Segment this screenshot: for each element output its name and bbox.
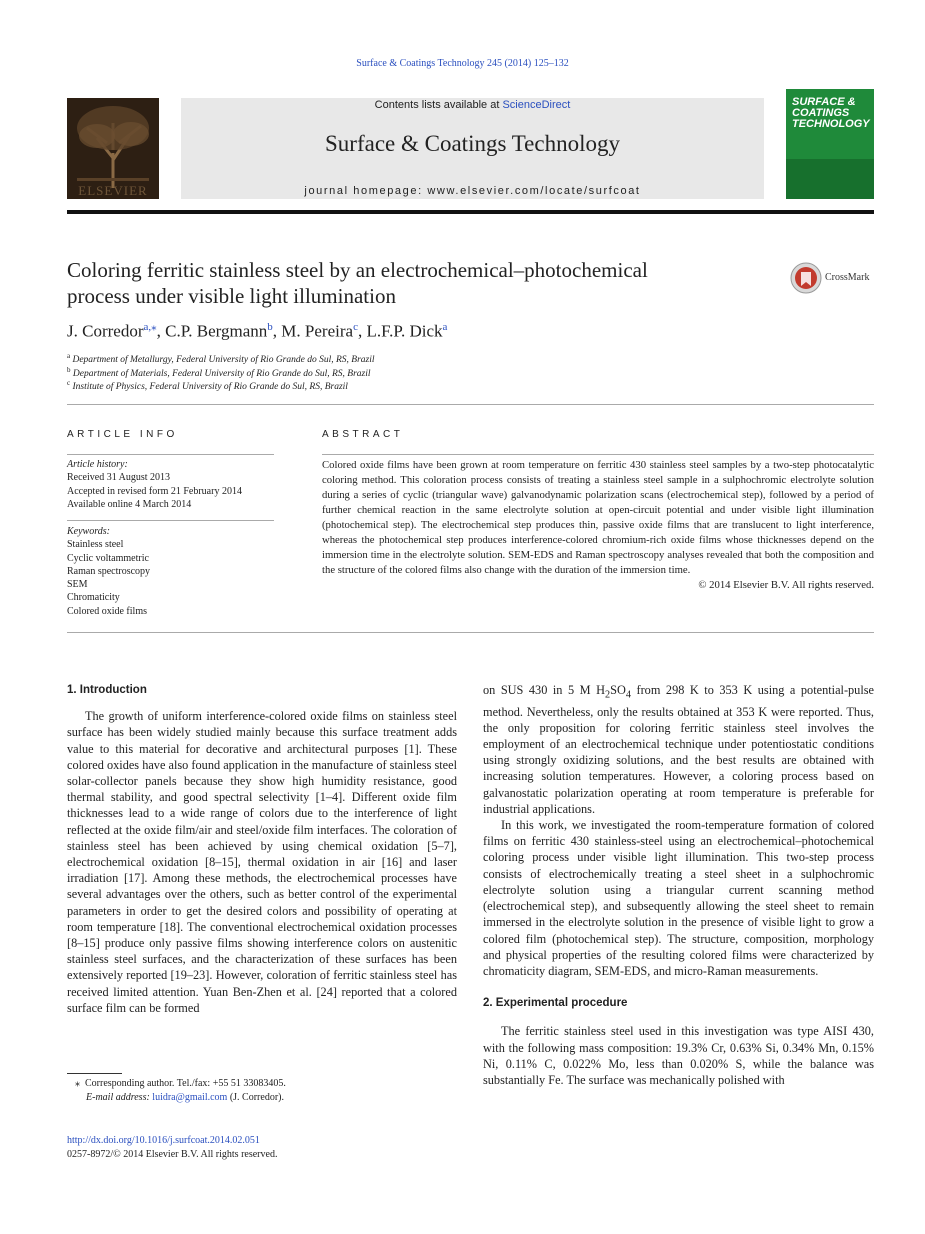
article-history — [67, 458, 242, 511]
author-affil-mark[interactable]: b — [267, 321, 273, 333]
author-affil-mark[interactable]: a,⁎ — [143, 321, 157, 333]
footnote-rule — [67, 1073, 122, 1074]
keyword: Cyclic voltammetric — [67, 552, 149, 564]
text-run: from 298 K to 353 K using a potential-pulse method. Nevertheless, only the results obtained at 353 K were reported. Thus, the only proposition for coloring ferritic stainless steel involves the employment of an electrochemical technique under potentiostatic conditions using strongly oxidizing solutions, and the best results are obtained with increasing solution temperatures. However, a coloring process based on galvanostatic polarization operating at room temperature is preferable for industrial applications. — [483, 683, 874, 816]
email-label: E-mail address: — [86, 1092, 150, 1103]
affiliation-a — [67, 352, 375, 365]
author-list — [67, 320, 447, 342]
paragraph — [483, 682, 874, 817]
author-name[interactable]: M. Pereira — [281, 321, 354, 341]
history-label: Article history: — [67, 459, 128, 470]
crossmark-label: CrossMark — [825, 272, 870, 283]
article-title — [67, 257, 757, 309]
paragraph: The ferritic stainless steel used in this investigation was type AISI 430, with the following mass composition: 19.3% Cr, 0.63% Si, 0.34% Mn, 0.15% Ni, 0.11% C, 0.022% Mo, less than 0.020% S, while the balance was substantially Fe. The surface was mechanically polished with — [483, 1024, 874, 1087]
corresponding-author-note — [75, 1077, 286, 1091]
journal-header — [181, 98, 764, 199]
keyword: SEM — [67, 579, 88, 591]
author-separator: , — [156, 321, 166, 341]
footnote — [75, 1077, 286, 1105]
cover-title: SURFACE & COATINGS TECHNOLOGY — [792, 96, 870, 130]
journal-homepage[interactable]: journal homepage: www.elsevier.com/locate/surfcoat — [304, 185, 641, 197]
affiliation-b — [67, 366, 371, 379]
elsevier-logo-text: ELSEVIER — [78, 183, 148, 198]
author-affil-mark[interactable]: a — [442, 321, 448, 333]
subscript: 2 — [604, 689, 611, 701]
divider — [67, 404, 874, 405]
divider — [322, 454, 874, 455]
accepted-date: Accepted in revised form 21 February 2014 — [67, 485, 242, 497]
affiliation-mark: a — [67, 352, 71, 360]
contents-prefix: Contents lists available at — [374, 99, 503, 111]
footnote-text: Corresponding author. Tel./fax: +55 51 33083405. — [85, 1078, 286, 1089]
cover-band — [786, 159, 874, 199]
title-line-1: Coloring ferritic stainless steel by an electrochemical–photochemical — [67, 258, 648, 282]
keyword: Raman spectroscopy — [67, 565, 151, 577]
right-column — [483, 682, 874, 1088]
author-name[interactable]: L.F.P. Dick — [366, 321, 443, 341]
affiliation-text: Department of Materials, Federal University of Rio Grande do Sul, RS, Brazil — [72, 369, 371, 380]
affiliation-c — [67, 379, 348, 392]
text-run: SO — [610, 683, 626, 697]
affiliation-mark: b — [67, 366, 71, 374]
author-name[interactable]: C.P. Bergmann — [165, 321, 268, 341]
header-rule — [67, 210, 874, 214]
author-separator: , — [272, 321, 282, 341]
affiliation-text: Department of Metallurgy, Federal University of Rio Grande do Sul, RS, Brazil — [72, 355, 375, 366]
crossmark-badge[interactable] — [790, 262, 900, 294]
paragraph: The growth of uniform interference-colored oxide films on stainless steel surface has been widely studied mainly because this surface treatment adds value to this material for decorative and architectural purposes [1]. These colored oxides have also found application in the manufacture of stainless steel solar-collector panels because they show high humidity resistance, good thermal stability, and good spectral selectivity [1–4]. Different oxide film thicknesses lead to a wide range of colors due to the interference of light reflected at the oxide film/air and steel/oxide film interfaces. The coloration of stainless steel has been achieved by using chemical oxidation [5–7], electrochemical oxidation [8–15], thermal oxidation in air [16] and laser irradiation [17]. Among these methods, the electrochemical processes have several advantages over the others, such as better control of the experimental parameters in order to get the desired colors and possibility of operating at room temperature [18]. The conventional electrochemical oxidation processes [8–15] produce only passive films showing interference colors on austenitic stainless steel surfaces, and the characterization of these surfaces has been extensively reported [19–23]. However, coloration of ferritic stainless steel has received limited attention. Yuan Ben-Zhen et al. [24] reported that a colored surface film can be formed — [67, 709, 457, 1015]
subscript: 4 — [625, 689, 631, 701]
publication-info — [67, 1134, 277, 1162]
divider — [67, 632, 874, 633]
keywords — [67, 525, 150, 618]
journal-reference[interactable]: Surface & Coatings Technology 245 (2014) 125–132 — [356, 58, 569, 69]
divider — [67, 454, 274, 455]
author-affil-mark[interactable]: c — [353, 321, 358, 333]
received-date: Received 31 August 2013 — [67, 472, 171, 484]
keyword: Colored oxide films — [67, 605, 147, 617]
affiliation-text: Institute of Physics, Federal University of Rio Grande do Sul, RS, Brazil — [72, 382, 348, 393]
abstract-copyright: © 2014 Elsevier B.V. All rights reserved. — [698, 579, 874, 591]
article-info-heading: ARTICLE INFO — [67, 429, 178, 440]
crossmark-icon — [790, 262, 822, 294]
email-link[interactable]: luidra@gmail.com — [152, 1092, 228, 1103]
keyword: Stainless steel — [67, 539, 124, 551]
paragraph: In this work, we investigated the room-temperature formation of colored films on ferritic 430 stainless-steel using an electrochemical–photochemical coloring process under visible light illumination. This two-step process consists of electrochemically treating a steel sheet in a sulphochromic electrolyte solution using a triangular current scanning method (electrochemical step), and subsequently allowing the steel sheet to remain immersed in the electrolyte solution in the presence of visible light to grow a colored film (photochemical step). The structure, composition, morphology and physical properties of the resulting colored films were characterized by chromaticity diagram, SEM-EDS, and micro-Raman measurements. — [483, 818, 874, 978]
keywords-label: Keywords: — [67, 526, 110, 537]
journal-title: Surface & Coatings Technology — [325, 131, 620, 156]
issn-copyright: 0257-8972/© 2014 Elsevier B.V. All rights reserved. — [67, 1149, 278, 1160]
elsevier-logo — [67, 98, 159, 199]
section-heading-experimental: 2. Experimental procedure — [483, 997, 628, 1010]
journal-cover — [786, 89, 874, 199]
abstract-heading: ABSTRACT — [322, 429, 404, 440]
affiliation-mark: c — [67, 379, 71, 387]
contents-line — [181, 99, 764, 111]
title-line-2: process under visible light illumination — [67, 284, 396, 308]
text-run: on SUS 430 in 5 M H — [483, 683, 605, 697]
left-column — [67, 682, 457, 1016]
abstract-text: Colored oxide films have been grown at room temperature on ferritic 430 stainless steel samples by a two-step photocatalytic coloring method. This coloration process consists of treating a stainless steel sample in a sulphochromic electrolyte solution during a series of cyclic (triangular wave) galvanodynamic polarization scans (electrochemical step), followed by a period of further chemical reaction in the same electrolyte solution at open-circuit potential and under visible light illumination (photochemical step). The electrochemical step produces thin, passive oxide films that are translucent to light interference, whereas the photochemical step produces interference-colored chromium-rich oxide films whose thicknesses depend on the immersion time in the electrolyte solution. SEM-EDS and Raman spectroscopy analyses revealed that both the composition and the structure of the colored films also change with the duration of the immersion time. — [322, 459, 874, 576]
divider — [67, 520, 274, 521]
keyword: Chromaticity — [67, 592, 120, 604]
author-name[interactable]: J. Corredor — [67, 321, 144, 341]
sciencedirect-link[interactable]: ScienceDirect — [502, 99, 571, 111]
abstract-body — [322, 458, 874, 593]
email-line — [75, 1091, 286, 1105]
online-date: Available online 4 March 2014 — [67, 498, 192, 510]
doi-link[interactable]: http://dx.doi.org/10.1016/j.surfcoat.2014.02.051 — [67, 1135, 260, 1146]
author-separator: , — [357, 321, 367, 341]
section-heading-introduction: 1. Introduction — [67, 684, 147, 696]
footnote-mark: ⁎ — [75, 1078, 80, 1089]
email-suffix: (J. Corredor). — [227, 1092, 284, 1103]
